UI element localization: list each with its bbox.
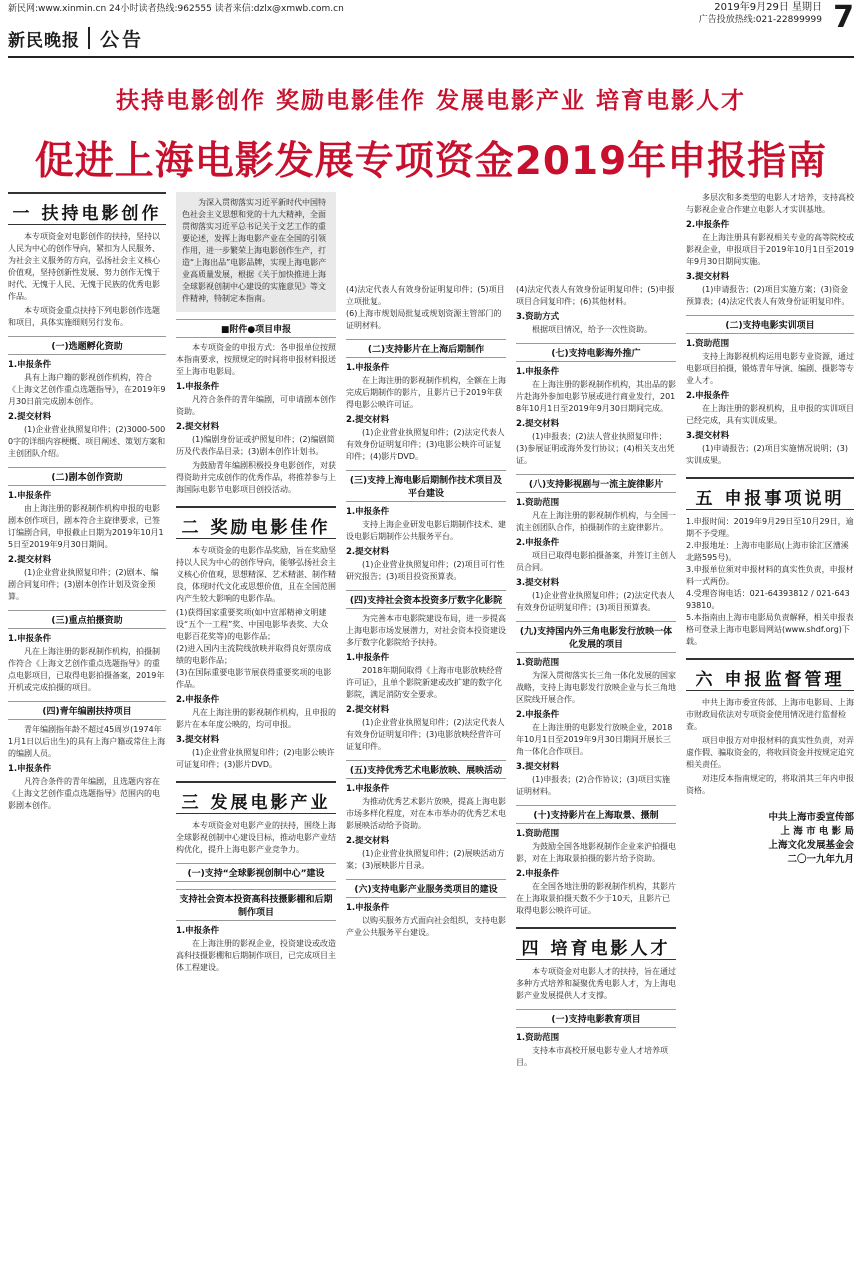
item-label: 1.申报条件 — [346, 507, 390, 517]
header-rule — [8, 56, 854, 58]
paragraph: 凡在上海注册的影视制作机构，且申报的影片在本年度公映的，均可申报。 — [176, 708, 336, 729]
paragraph: (1)申报表；(2)法人营业执照复印件；(3)参展证明或海外发行协议；(4)相关支出凭证。 — [516, 432, 675, 465]
paragraph: (1)企业营业执照复印件；(2)3000-5000字的详细内容梗概、项目阐述、策划方案和主创团队介绍。 — [8, 425, 166, 458]
list-item: (4)法定代表人有效身份证明复印件；(5)申报项目合同复印件；(6)其他材料。 — [516, 285, 675, 306]
paragraph: 在上海注册的影视机构，且申报的实训项目已经完成，具有实训成果。 — [686, 404, 854, 425]
paragraph: (1)企业营业执照复印件；(2)剧本、编剧合同复印件；(3)剧本创作计划及资金预算。 — [8, 568, 159, 601]
item-label: 2.申报条件 — [176, 695, 220, 705]
item-label: 1.申报条件 — [346, 784, 390, 794]
item-label: 1.资助范围 — [516, 829, 560, 839]
list-item: 5.本指南由上海市电影局负责解释，相关申报表格可登录上海市电影局网站(www.shdf.org)下载。 — [686, 613, 854, 646]
paragraph: 凡符合条件的青年编剧，且选题内容在《上海文艺创作重点选题指导》范围内的电影剧本创作。 — [8, 777, 160, 810]
signature-block — [686, 811, 854, 867]
subheading: (四)支持社会资本投资多厅数字化影院 — [346, 590, 506, 609]
item-label: 1.申报条件 — [176, 926, 220, 936]
paragraph: 由上海注册的影视制作机构申报的电影剧本创作项目，剧本符合主旋律要求，已签订编剧合同，申报截止日期为2019年10月15日至2019年9月30日期间。 — [8, 504, 164, 549]
subheading: (二)支持影片在上海后期制作 — [346, 339, 506, 358]
page-number: 7 — [833, 0, 854, 35]
list-item: (6)上海市规划局批复或规划资源主管部门的证明材料。 — [346, 309, 502, 330]
paragraph: 为深入贯彻落实长三角一体化发展的国家战略，支持上海电影发行放映企业与长三角地区院线开展合作。 — [516, 671, 676, 704]
paragraph: 2018年期间取得《上海市电影放映经营许可证》，且单个影院新建或改扩建的数字化影院，满足消防安全要求。 — [346, 666, 503, 699]
paragraph: 中共上海市委宣传部、上海市电影局、上海市财政局依法对专项资金使用情况进行监督检查。 — [686, 698, 854, 731]
subheading: (一)选题孵化资助 — [8, 336, 166, 355]
item-label: 2.提交材料 — [8, 555, 52, 565]
list-item: (4)法定代表人有效身份证明复印件；(5)项目立项批复。 — [346, 285, 505, 306]
subheading: 支持社会资本投资高科技摄影棚和后期制作项目 — [176, 889, 336, 921]
item-label: 2.申报条件 — [516, 710, 560, 720]
subheading: (六)支持电影产业服务类项目的建设 — [346, 879, 506, 898]
subheading: (九)支持国内外三角电影发行放映一体化发展的项目 — [516, 621, 676, 653]
paragraph: (1)企业营业执照复印件；(2)项目可行性研究报告；(3)项目投资预算表。 — [346, 560, 505, 581]
column-2 — [176, 192, 336, 1274]
column-3 — [346, 192, 506, 1274]
item-label: 1.申报条件 — [346, 363, 390, 373]
item-label: 2.提交材料 — [346, 547, 390, 557]
item-label: 2.提交材料 — [8, 412, 52, 422]
item-label: 1.资助范围 — [516, 498, 560, 508]
item-label: 2.提交材料 — [346, 836, 390, 846]
paragraph: 为鼓励青年编剧积极投身电影创作，对获得资助并完成创作的优秀作品，将推荐参与上海国际电影节电影项目创投活动。 — [176, 461, 336, 494]
paragraph: 具有上海户籍的影视创作机构，符合《上海文艺创作重点选题指导》，在2019年9月30日前完成剧本创作。 — [8, 373, 166, 406]
section-title: 公告 — [100, 29, 145, 51]
item-label: 1.申报条件 — [176, 382, 220, 392]
signatory-2: 上 海 市 电 影 局 — [780, 826, 854, 837]
subheading: (二)支持电影实训项目 — [686, 315, 854, 334]
list-item: (3)在国际重要电影节展获得重要奖项的电影作品。 — [176, 668, 332, 689]
section-heading-text: 二 奖励电影佳作 — [181, 518, 331, 538]
item-label: 2.提交材料 — [346, 415, 390, 425]
item-label: 1.申报条件 — [346, 903, 390, 913]
headline: 促进上海电影发展专项资金2019年申报指南 — [34, 139, 828, 184]
issue-date: 2019年9月29日 星期日 — [714, 2, 822, 13]
section-heading-text: 六 申报监督管理 — [695, 670, 845, 690]
paragraph: 在上海注册的影视制作机构，全额在上海完成后期制作的影片，且影片已于2019年获得电影公映许可证。 — [346, 376, 506, 409]
section-heading — [516, 927, 676, 960]
paragraph: 在上海注册的影视企业，投资建设或改造高科技摄影棚和后期制作项目，已完成项目主体工程建设。 — [176, 939, 336, 972]
subheading: (四)青年编剧扶持项目 — [8, 701, 166, 720]
item-label: 2.申报条件 — [516, 869, 560, 879]
paragraph: 支持本市高校开展电影专业人才培养项目。 — [516, 1046, 668, 1067]
paragraph: 多层次和多类型的电影人才培养，支持高校与影视企业合作建立电影人才实训基地。 — [686, 193, 854, 214]
paragraph: 本专项资金对电影创作的扶持，坚持以人民为中心的创作导向，紧扣为人民服务、为社会主义服务的方向，弘扬社会主义核心价值观，坚持创新性发展、努力创作无愧于时代、无愧于人民、无愧于民族的优秀电影作品。 — [8, 232, 160, 301]
list-item: 3.申报单位须对申报材料的真实性负责，申报材料一式两份。 — [686, 565, 854, 586]
paragraph: (1)企业营业执照复印件；(2)法定代表人有效身份证明复印件；(3)电影放映经营许可证复印件。 — [346, 718, 505, 751]
paragraph: 项目已取得电影拍摄备案，并签订主创人员合同。 — [516, 551, 676, 572]
paragraph: (1)企业营业执照复印件；(2)法定代表人有效身份证明复印件；(3)项目预算表。 — [516, 591, 675, 612]
item-label: 2.申报条件 — [516, 538, 560, 548]
subheading: (十)支持影片在上海取景、摄制 — [516, 805, 676, 824]
subheading: (三)支持上海电影后期制作技术项目及平台建设 — [346, 470, 506, 502]
paragraph: 根据项目情况，给予一次性资助。 — [532, 325, 652, 334]
list-item: 4.受理咨询电话：021-64393812 / 021-64393810。 — [686, 589, 850, 610]
item-label: 1.申报条件 — [8, 764, 52, 774]
item-label: 1.资助范围 — [686, 339, 730, 349]
paragraph: (1)申请报告；(2)项目实施情况说明；(3)实训成果。 — [686, 444, 848, 465]
item-label: 1.申报条件 — [8, 491, 52, 501]
subheading: (三)重点拍摄资助 — [8, 610, 166, 629]
paragraph: (1)企业营业执照复印件；(2)法定代表人有效身份证明复印件；(3)电影公映许可证复印件；(4)影片DVD。 — [346, 428, 505, 461]
list-item: 1.申报时间：2019年9月29日至10月29日，逾期不予受理。 — [686, 517, 854, 538]
subheading: (二)剧本创作资助 — [8, 467, 166, 486]
paragraph: (1)企业营业执照复印件；(2)展映活动方案；(3)展映影片目录。 — [346, 849, 505, 870]
signatory-3: 上海文化发展基金会 — [768, 840, 854, 851]
item-label: 1.资助范围 — [516, 1033, 560, 1043]
paragraph: 项目申报方对申报材料的真实性负责，对弄虚作假、骗取资金的，将收回资金并按规定追究相关责任。 — [686, 736, 854, 769]
paragraph: 支持上海影视机构运用电影专业资源，通过电影项目拍摄，锻炼青年导演、编剧、摄影等专业人才。 — [686, 352, 854, 385]
item-label: 2.提交材料 — [516, 419, 560, 429]
column-4 — [516, 192, 676, 1274]
list-item: (2)进入国内主流院线放映并取得良好票房成绩的电影作品； — [176, 644, 332, 665]
column-1 — [8, 192, 166, 1274]
ad-hotline: 广告投放热线:021-22899999 — [698, 15, 822, 25]
item-label: 1.资助范围 — [516, 658, 560, 668]
masthead — [8, 24, 808, 54]
subheading: (一)支持电影教育项目 — [516, 1009, 676, 1028]
paragraph: 以购买服务方式面向社会组织，支持电影产业公共服务平台建设。 — [346, 916, 506, 937]
item-label: 3.提交材料 — [176, 735, 220, 745]
item-label: 3.提交材料 — [686, 272, 730, 282]
kicker-line: 扶持电影创作 奖励电影佳作 发展电影产业 培育电影人才 — [115, 88, 747, 114]
subheading: (一)支持“全球影视创制中心”建设 — [176, 863, 336, 882]
paragraph: 为鼓励全国各地影视制作企业来沪拍摄电影，对在上海取景拍摄的影片给予资助。 — [516, 842, 676, 863]
top-info-bar — [0, 0, 862, 25]
section-heading — [176, 506, 336, 539]
article-body — [8, 192, 854, 1274]
paragraph: 凡在上海注册的影视制作机构，与全国一流主创团队合作，拍摄制作的主旋律影片。 — [516, 511, 676, 532]
item-label: 2.提交材料 — [346, 705, 390, 715]
item-label: 1.申报条件 — [346, 653, 390, 663]
column-5 — [686, 192, 854, 1274]
paragraph: 在上海注册具有影视相关专业的高等院校或影视企业，申报项目于2019年10月1日至2019年9月30日期间实施。 — [686, 233, 854, 266]
signatory-1: 中共上海市委宣传部 — [768, 812, 854, 823]
masthead-divider — [88, 27, 90, 49]
subheading: (八)支持影视剧与一流主旋律影片 — [516, 474, 676, 493]
paragraph: 为推动优秀艺术影片放映，提高上海电影市场多样化程度，对在本市举办的优秀艺术电影展映活动给予资助。 — [346, 797, 506, 830]
paragraph: 本专项资金重点扶持下列电影创作选题和项目，具体实施细则另行发布。 — [8, 306, 160, 327]
item-label: 1.申报条件 — [8, 634, 52, 644]
item-label: 3.提交材料 — [516, 578, 560, 588]
paragraph: 为完善本市电影院建设布局，进一步提高上海电影市场发展潜力，对社会资本投资建设多厅数字化影院给予扶持。 — [346, 614, 506, 647]
intro-box — [176, 192, 336, 312]
paragraph: 凡符合条件的青年编剧，可申请剧本创作资助。 — [176, 395, 336, 416]
list-item: 2.申报地址：上海市电影局(上海市徐汇区漕溪北路595号)。 — [686, 541, 849, 562]
intro-text: 为深入贯彻落实习近平新时代中国特色社会主义思想和党的十九大精神，全面贯彻落实习近平总书记关于文艺工作的重要论述，发挥上海电影产业在全国的引领作用，进一步繁荣上海电影创作生产，打造“上海出品”电影品牌，实现上海电影产业高质量发展，根据《关于加快推进上海全球影视创制中心建设的实施意见》等文件精神，特制定本指南。 — [182, 198, 327, 303]
item-label: 1.申报条件 — [8, 360, 52, 370]
paragraph: 青年编剧指年龄不超过45周岁(1974年1月1日以后出生)的具有上海户籍或常住上海的编剧人员。 — [8, 725, 166, 758]
paragraph: (1)企业营业执照复印件；(2)电影公映许可证复印件；(3)影片DVD。 — [176, 748, 335, 769]
item-label: 1.申报条件 — [516, 367, 560, 377]
newspaper-logo: 新民晚报 — [8, 31, 80, 51]
paragraph: 本专项资金对电影产业的扶持，围绕上海全球影视创制中心建设目标，推动电影产业结构优化，提升上海电影产业竞争力。 — [176, 821, 336, 854]
section-heading — [686, 658, 854, 691]
item-label: 3.提交材料 — [516, 762, 560, 772]
site-info: 新民网:www.xinmin.cn 24小时读者热线:962555 读者来信:dzlx@xmwb.com.cn — [8, 4, 344, 14]
paragraph: (1)申报表；(2)合作协议；(3)项目实施证明材料。 — [516, 775, 670, 796]
list-item: (1)获得国家重要奖项(如中宣部精神文明建设“五个一工程”奖、中国电影华表奖、大众电影百花奖等)的电影作品； — [176, 608, 329, 641]
item-label: 2.申报条件 — [686, 391, 730, 401]
section-heading — [686, 477, 854, 510]
paragraph: (1)编剧身份证或护照复印件；(2)编剧简历及代表作品目录；(3)剧本创作计划书。 — [176, 435, 335, 456]
section-heading-text: 三 发展电影产业 — [181, 793, 331, 813]
paragraph: 本专项资金的电影作品奖励，旨在奖励坚持以人民为中心的创作导向，能够弘扬社会主义核心价值观，思想精深、艺术精湛、制作精良，体现时代文化或思想价值，且在全国范围内产生较大影响的电影作品。 — [176, 546, 336, 603]
subheading: ■附件●项目申报 — [176, 319, 336, 338]
paragraph: 凡在上海注册的影视制作机构，拍摄制作符合《上海文艺创作重点选题指导》的重点电影项目，已取得电影拍摄备案，2019年开机或完成拍摄的项目。 — [8, 647, 165, 692]
item-label: 2.提交材料 — [176, 422, 220, 432]
signature-date: 二〇一九年九月 — [787, 854, 854, 865]
subheading: (七)支持电影海外推广 — [516, 343, 676, 362]
paragraph: 对违反本指南规定的，将取消其三年内申报资格。 — [686, 774, 854, 795]
item-label: 3.提交材料 — [686, 431, 730, 441]
paragraph: 在上海注册的影视制作机构，其出品的影片赴海外参加电影节展或进行商业发行，2018年10月1日至2019年9月30日期间完成。 — [516, 380, 676, 413]
item-label: 3.资助方式 — [516, 312, 560, 322]
item-label: 2.申报条件 — [686, 220, 730, 230]
paragraph: 支持上海企业研发电影后期制作技术、建设电影后期制作公共服务平台。 — [346, 520, 506, 541]
paragraph: 在全国各地注册的影视制作机构，其影片在上海取景拍摄天数不少于10天，且影片已取得电影公映许可证。 — [516, 882, 676, 915]
section-heading-text: 四 培育电影人才 — [521, 939, 671, 959]
section-heading-text: 五 申报事项说明 — [695, 489, 845, 509]
paragraph: 本专项资金的申报方式：各申报单位按照本指南要求，按照规定的时间将申报材料报送至上海市电影局。 — [176, 343, 336, 376]
section-heading-text: 一 扶持电影创作 — [12, 204, 162, 224]
section-heading — [8, 192, 166, 225]
paragraph: (1)申请报告；(2)项目实施方案；(3)资金预算表；(4)法定代表人有效身份证明复印件。 — [686, 285, 850, 306]
section-heading — [176, 781, 336, 814]
subheading: (五)支持优秀艺术电影放映、展映活动 — [346, 760, 506, 779]
paragraph: 本专项资金对电影人才的扶持，旨在通过多种方式培养和凝聚优秀电影人才，为上海电影产业发展提供人才支撑。 — [516, 967, 676, 1000]
paragraph: 在上海注册的电影发行放映企业，2018年10月1日至2019年9月30日期间开展长三角一体化合作项目。 — [516, 723, 673, 756]
